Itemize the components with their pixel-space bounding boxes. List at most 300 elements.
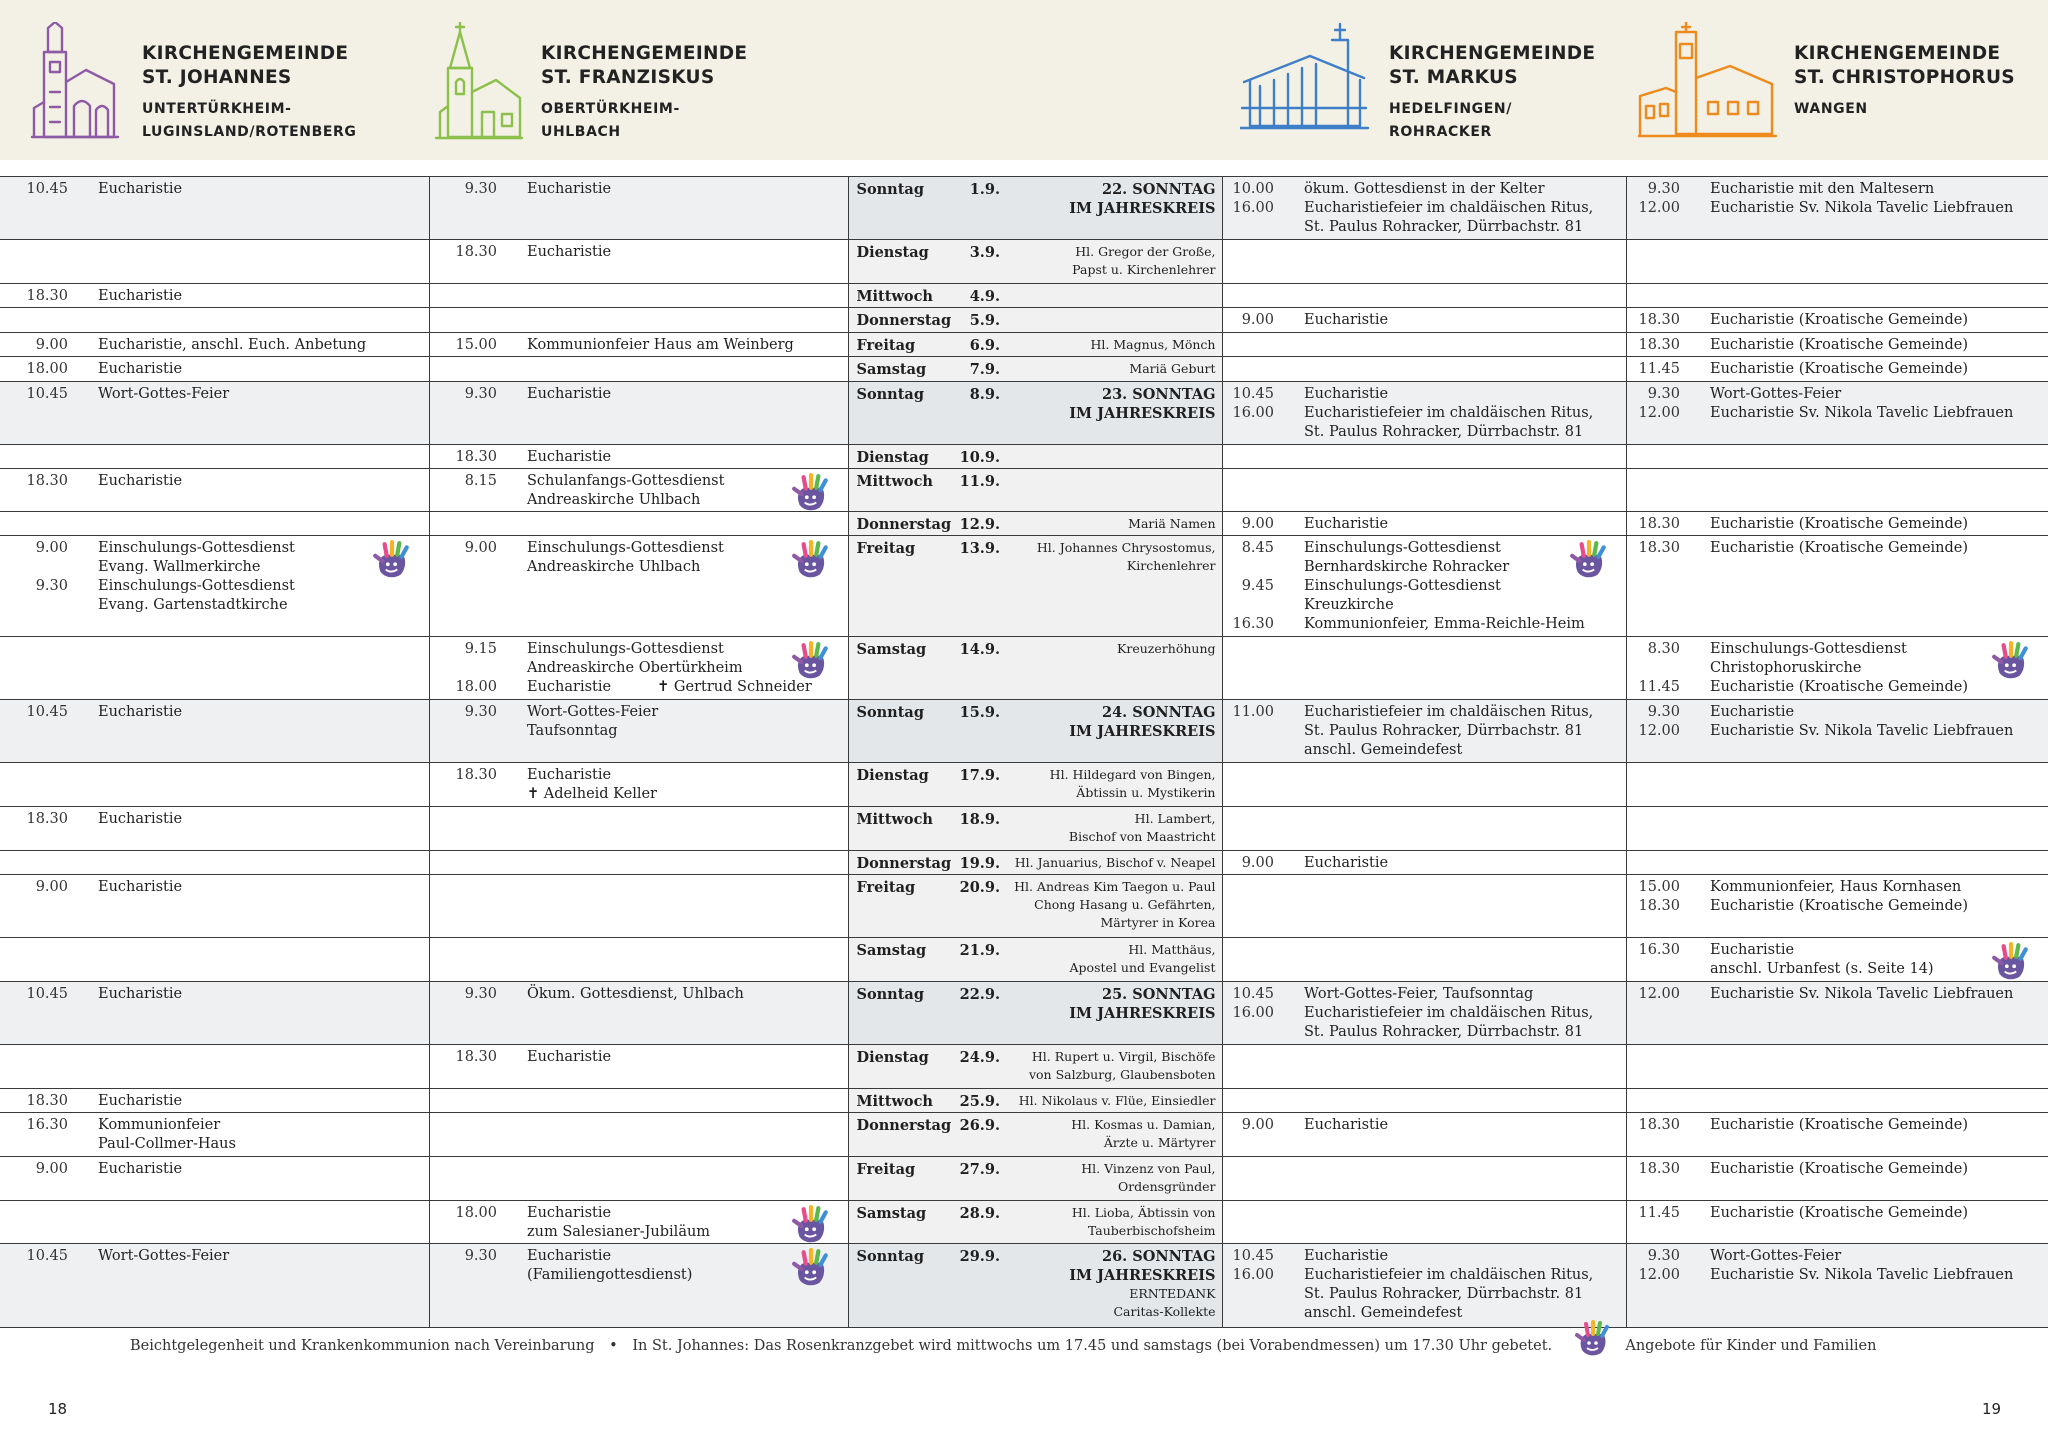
weekday-cell: Sonntag [848, 700, 958, 763]
johannes-event-cell [76, 763, 429, 807]
christophorus-event-cell [1688, 981, 2048, 1044]
johannes-time-cell [0, 850, 76, 874]
service-time: 9.00 [464, 540, 497, 557]
service-description: Eucharistie Sv. Nikola Tavelic Liebfrauen [1710, 1267, 2014, 1284]
service-description: Kreuzkirche [1304, 597, 1394, 614]
johannes-time-cell [0, 1156, 76, 1200]
service-description: Wort-Gottes-Feier [98, 385, 230, 402]
weekday-cell: Dienstag [848, 763, 958, 807]
footer-note [130, 1334, 1886, 1358]
franziskus-time-cell [429, 850, 505, 874]
service-description: Eucharistie Sv. Nikola Tavelic Liebfrauen [1710, 723, 2014, 740]
franziskus-event-cell [505, 875, 848, 938]
weekday-cell: Dienstag [848, 1045, 958, 1089]
markus-time-cell [1222, 469, 1282, 512]
service-time: 16.00 [1232, 1004, 1274, 1021]
franziskus-time-cell [429, 1088, 505, 1112]
feast-line: Chong Hasang u. Gefährten, [1034, 897, 1216, 913]
feast-day-cell [1008, 357, 1222, 381]
christophorus-time-cell [1626, 875, 1688, 938]
service-description: Eucharistie (Kroatische Gemeinde) [1710, 361, 1969, 378]
markus-event-cell [1282, 357, 1626, 381]
weekday-cell: Mittwoch [848, 806, 958, 850]
service-time [1223, 741, 1275, 760]
johannes-event-cell [76, 357, 429, 381]
service-time: 11.45 [1638, 1204, 1680, 1221]
christophorus-time-cell [1626, 636, 1688, 699]
christophorus-event-cell [1688, 1045, 2048, 1089]
christophorus-event-cell [1688, 536, 2048, 637]
service-time: 18.00 [26, 361, 68, 378]
feast-day-cell [1008, 981, 1222, 1044]
service-description: Eucharistie [1710, 942, 1795, 959]
service-description: Schulanfangs-Gottesdienst [527, 473, 725, 490]
feast-day-cell [1008, 636, 1222, 699]
weekday-cell: Sonntag [848, 1244, 958, 1328]
johannes-event-cell [76, 177, 429, 240]
feast-day-cell [1008, 806, 1222, 850]
date-cell: 19.9. [958, 850, 1008, 874]
franziskus-time-cell [429, 700, 505, 763]
service-description: Eucharistie [98, 810, 183, 827]
franziskus-event-cell [505, 1200, 848, 1244]
service-time: 9.30 [464, 985, 497, 1002]
header-band [0, 0, 2048, 160]
parish-district: UHLBACH [541, 124, 621, 140]
franziskus-time-cell [429, 469, 505, 512]
date-cell: 20.9. [958, 875, 1008, 938]
service-time: 18.30 [26, 473, 68, 490]
johannes-event-cell [76, 332, 429, 356]
christophorus-event-cell [1688, 1113, 2048, 1157]
service-time: 16.00 [1232, 1267, 1274, 1284]
feast-line: Ärzte u. Märtyrer [1103, 1135, 1216, 1151]
service-time [1223, 1304, 1275, 1323]
date-cell: 6.9. [958, 332, 1008, 356]
franziskus-time-cell [429, 381, 505, 444]
schedule-row [0, 536, 2048, 637]
date-cell: 17.9. [958, 763, 1008, 807]
markus-time-cell [1222, 850, 1282, 874]
feast-day-cell [1008, 536, 1222, 637]
johannes-event-cell [76, 1113, 429, 1157]
service-time: 10.45 [26, 985, 68, 1002]
johannes-event-cell [76, 850, 429, 874]
weekday-cell: Mittwoch [848, 283, 958, 307]
service-description: Eucharistiefeier im chaldäischen Ritus, [1304, 1267, 1594, 1284]
date-cell: 28.9. [958, 1200, 1008, 1244]
johannes-time-cell [0, 636, 76, 699]
service-time: 9.30 [1647, 385, 1680, 402]
johannes-event-cell [76, 511, 429, 535]
christophorus-event-cell [1688, 700, 2048, 763]
feast-day-cell [1008, 875, 1222, 938]
christophorus-time-cell [1626, 240, 1688, 284]
feast-line: Hl. Kosmas u. Damian, [1071, 1117, 1216, 1133]
johannes-time-cell [0, 177, 76, 240]
christophorus-time-cell [1626, 536, 1688, 637]
markus-event-cell [1282, 850, 1626, 874]
weekday-cell: Sonntag [848, 981, 958, 1044]
christophorus-event-cell [1688, 177, 2048, 240]
christophorus-time-cell [1626, 357, 1688, 381]
feast-day-cell [1008, 1244, 1222, 1328]
service-description: Eucharistie [527, 1248, 612, 1265]
christophorus-event-cell [1688, 469, 2048, 512]
franziskus-event-cell [505, 850, 848, 874]
franziskus-time-cell [429, 240, 505, 284]
service-time: 9.00 [35, 879, 68, 896]
service-time [1223, 596, 1275, 615]
parish-name: KIRCHENGEMEINDE [142, 43, 349, 64]
weekday-cell: Freitag [848, 536, 958, 637]
schedule-row [0, 875, 2048, 938]
service-time: 12.00 [1638, 723, 1680, 740]
church-tower-icon [30, 22, 120, 144]
schedule-row [0, 850, 2048, 874]
weekday-cell: Mittwoch [848, 469, 958, 512]
service-description: Eucharistie Sv. Nikola Tavelic Liebfrauen [1710, 404, 2014, 421]
feast-day-cell [1008, 763, 1222, 807]
service-description: Eucharistie [527, 448, 612, 465]
service-time [430, 659, 498, 678]
christophorus-time-cell [1626, 332, 1688, 356]
weekday-cell: Donnerstag [848, 1113, 958, 1157]
schedule-row [0, 981, 2048, 1044]
feast-line: Caritas-Kollekte [1113, 1304, 1216, 1320]
service-description: Eucharistie [98, 1160, 183, 1177]
service-time [1223, 423, 1275, 442]
weekday-cell: Samstag [848, 636, 958, 699]
schedule-row [0, 1088, 2048, 1112]
service-time: 12.00 [1638, 1267, 1680, 1284]
service-time: 18.30 [26, 1092, 68, 1109]
service-time: 9.30 [464, 385, 497, 402]
johannes-event-cell [76, 444, 429, 468]
christophorus-event-cell [1688, 850, 2048, 874]
service-time: 18.30 [26, 810, 68, 827]
christophorus-event-cell [1688, 332, 2048, 356]
service-time: 12.00 [1638, 404, 1680, 421]
service-description: Kommunionfeier, Haus Kornhasen [1710, 879, 1962, 896]
johannes-time-cell [0, 332, 76, 356]
christophorus-time-cell [1626, 981, 1688, 1044]
service-time: 11.00 [1232, 704, 1274, 721]
feast-line: Hl. Rupert u. Virgil, Bischöfe [1031, 1049, 1216, 1064]
feast-day-cell [1008, 1113, 1222, 1157]
service-description: Eucharistiefeier im chaldäischen Ritus, [1304, 200, 1594, 216]
page-number-left: 18 [48, 1400, 68, 1418]
colorful-hand-icon [792, 1248, 830, 1294]
service-description: Kommunionfeier [98, 1117, 221, 1134]
markus-event-cell [1282, 636, 1626, 699]
service-time: 16.00 [1232, 404, 1274, 421]
franziskus-time-cell [429, 763, 505, 807]
franziskus-event-cell [505, 763, 848, 807]
service-description: Eucharistie [527, 767, 612, 784]
schedule-row [0, 1113, 2048, 1157]
service-description: Eucharistie [98, 361, 183, 378]
markus-event-cell [1282, 511, 1626, 535]
service-description: Eucharistie [527, 385, 612, 402]
parish-2 [434, 22, 801, 142]
service-description: ✝ Adelheid Keller [527, 786, 657, 803]
markus-event-cell [1282, 1113, 1626, 1157]
service-time: 10.45 [26, 704, 68, 721]
christophorus-time-cell [1626, 1088, 1688, 1112]
service-description: Wort-Gottes-Feier, Taufsonntag [1304, 985, 1534, 1002]
date-cell: 1.9. [958, 177, 1008, 240]
markus-time-cell [1222, 357, 1282, 381]
christophorus-time-cell [1626, 1244, 1688, 1328]
franziskus-time-cell [429, 981, 505, 1044]
franziskus-event-cell [505, 1113, 848, 1157]
service-time [1223, 558, 1275, 577]
service-description: Kommunionfeier, Emma-Reichle-Heim [1304, 616, 1585, 633]
franziskus-event-cell [505, 806, 848, 850]
service-time [430, 1223, 498, 1242]
johannes-time-cell [0, 511, 76, 535]
service-time: 9.30 [1647, 1248, 1680, 1265]
service-description: Eucharistie [527, 244, 612, 261]
service-time: 11.45 [1638, 678, 1680, 695]
parish-name: KIRCHENGEMEINDE [1389, 43, 1596, 64]
franziskus-event-cell [505, 444, 848, 468]
christophorus-event-cell [1688, 875, 2048, 938]
service-time: 8.30 [1647, 640, 1680, 657]
date-cell: 22.9. [958, 981, 1008, 1044]
weekday-cell: Samstag [848, 938, 958, 982]
parish-name: KIRCHENGEMEINDE [1794, 43, 2001, 64]
date-cell: 29.9. [958, 1244, 1008, 1328]
franziskus-event-cell [505, 240, 848, 284]
service-description: zum Salesianer-Jubiläum [527, 1223, 711, 1240]
date-cell: 13.9. [958, 536, 1008, 637]
christophorus-event-cell [1688, 357, 2048, 381]
service-description: Eucharistiefeier im chaldäischen Ritus, [1304, 404, 1594, 421]
christophorus-time-cell [1626, 850, 1688, 874]
markus-event-cell [1282, 444, 1626, 468]
schedule-row [0, 283, 2048, 307]
feast-line: Hl. Johannes Chrysostomus, [1036, 540, 1216, 556]
markus-event-cell [1282, 763, 1626, 807]
service-time: 10.45 [1232, 1248, 1274, 1265]
johannes-time-cell [0, 1244, 76, 1328]
service-schedule-table [0, 176, 2048, 1328]
service-description: Eucharistie [98, 985, 183, 1002]
franziskus-time-cell [429, 938, 505, 982]
johannes-time-cell [0, 875, 76, 938]
colorful-hand-icon [1992, 942, 2030, 981]
markus-event-cell [1282, 1200, 1626, 1244]
christophorus-time-cell [1626, 511, 1688, 535]
service-time: 16.30 [1232, 616, 1274, 633]
service-description: anschl. Urbanfest (s. Seite 14) [1710, 961, 1934, 978]
service-time: 10.45 [26, 181, 68, 197]
service-description: St. Paulus Rohracker, Dürrbachstr. 81 [1304, 1023, 1584, 1040]
markus-time-cell [1222, 240, 1282, 284]
parish-saint: ST. JOHANNES [142, 67, 292, 88]
service-time: 18.30 [1638, 312, 1680, 329]
christophorus-time-cell [1626, 381, 1688, 444]
schedule-row [0, 357, 2048, 381]
markus-event-cell [1282, 469, 1626, 512]
feast-line: von Salzburg, Glaubensboten [1028, 1067, 1216, 1082]
franziskus-event-cell [505, 177, 848, 240]
weekday-cell: Samstag [848, 357, 958, 381]
colorful-hand-icon [792, 473, 830, 511]
franziskus-time-cell [429, 283, 505, 307]
franziskus-time-cell [429, 332, 505, 356]
service-description: Eucharistie [98, 879, 183, 896]
christophorus-time-cell [1626, 806, 1688, 850]
service-time: 16.00 [1232, 200, 1274, 216]
feast-day-cell [1008, 1156, 1222, 1200]
colorful-hand-icon [792, 641, 830, 687]
markus-time-cell [1222, 981, 1282, 1044]
parish-district: OBERTÜRKHEIM- [541, 101, 680, 117]
service-description: Ökum. Gottesdienst, Uhlbach [527, 985, 744, 1002]
christophorus-time-cell [1626, 700, 1688, 763]
franziskus-time-cell [429, 536, 505, 637]
service-time: 10.45 [1232, 385, 1274, 402]
feast-day-cell [1008, 1045, 1222, 1089]
service-description: Einschulungs-Gottesdienst [98, 578, 295, 595]
service-time: 12.00 [1638, 200, 1680, 216]
feast-line: Bischof von Maastricht [1068, 828, 1216, 844]
service-description: Eucharistie (Kroatische Gemeinde) [1710, 540, 1969, 557]
footer-confession-note: Beichtgelegenheit und Krankenkommunion nach Vereinbarung [130, 1338, 595, 1354]
service-description: Evang. Wallmerkirche [98, 559, 261, 576]
service-description: Eucharistie, anschl. Euch. Anbetung [98, 336, 367, 353]
johannes-time-cell [0, 1113, 76, 1157]
feast-line: Mariä Namen [1128, 515, 1216, 531]
feast-line: Kirchenlehrer [1126, 558, 1216, 574]
service-time: 18.30 [1638, 1160, 1680, 1177]
weekday-cell: Freitag [848, 1156, 958, 1200]
service-time: 18.30 [455, 767, 497, 784]
johannes-time-cell [0, 806, 76, 850]
christophorus-event-cell [1688, 806, 2048, 850]
weekday-cell: Dienstag [848, 444, 958, 468]
markus-event-cell [1282, 536, 1626, 637]
feast-line: Mariä Geburt [1129, 361, 1216, 377]
markus-event-cell [1282, 381, 1626, 444]
christophorus-time-cell [1626, 308, 1688, 332]
christophorus-event-cell [1688, 1156, 2048, 1200]
christophorus-event-cell [1688, 1200, 2048, 1244]
johannes-time-cell [0, 444, 76, 468]
christophorus-time-cell [1626, 283, 1688, 307]
service-time: 9.00 [35, 336, 68, 353]
service-time [430, 722, 498, 741]
weekday-cell: Dienstag [848, 240, 958, 284]
service-time [0, 596, 68, 615]
feast-day-cell [1008, 177, 1222, 240]
service-time: 18.30 [1638, 1117, 1680, 1134]
service-time: 9.00 [35, 1160, 68, 1177]
feast-day-cell [1008, 938, 1222, 982]
markus-time-cell [1222, 283, 1282, 307]
weekday-cell: Sonntag [848, 381, 958, 444]
johannes-event-cell [76, 636, 429, 699]
service-description: Eucharistie (Kroatische Gemeinde) [1710, 898, 1969, 915]
christophorus-event-cell [1688, 283, 2048, 307]
christophorus-time-cell [1626, 938, 1688, 982]
service-time [1627, 659, 1681, 678]
franziskus-event-cell [505, 1156, 848, 1200]
date-cell: 12.9. [958, 511, 1008, 535]
service-description: Eucharistie Sv. Nikola Tavelic Liebfrauen [1710, 985, 2014, 1002]
schedule-row [0, 177, 2048, 240]
weekday-cell: Donnerstag [848, 308, 958, 332]
schedule-row [0, 938, 2048, 982]
markus-event-cell [1282, 806, 1626, 850]
johannes-time-cell [0, 1088, 76, 1112]
feast-line: Hl. Lioba, Äbtissin von [1071, 1204, 1216, 1220]
feast-line: Märtyrer in Korea [1100, 915, 1216, 931]
service-description: Eucharistie [98, 1092, 183, 1109]
feast-day-cell [1008, 511, 1222, 535]
colorful-hand-icon [373, 540, 411, 586]
service-description: Eucharistie ✝ Gertrud Schneider [527, 678, 812, 695]
markus-event-cell [1282, 1244, 1626, 1328]
service-time: 9.15 [464, 640, 497, 657]
service-description: Eucharistiefeier im chaldäischen Ritus, [1304, 704, 1594, 721]
service-time [1223, 1285, 1275, 1304]
christophorus-time-cell [1626, 1113, 1688, 1157]
service-time [1627, 960, 1681, 979]
service-time: 9.30 [35, 578, 68, 595]
service-description: Eucharistie Sv. Nikola Tavelic Liebfrauen [1710, 200, 2014, 216]
markus-event-cell [1282, 875, 1626, 938]
franziskus-event-cell [505, 981, 848, 1044]
markus-event-cell [1282, 1045, 1626, 1089]
service-time: 8.45 [1241, 540, 1274, 557]
service-description: ökum. Gottesdienst in der Kelter [1304, 181, 1545, 197]
date-cell: 11.9. [958, 469, 1008, 512]
johannes-event-cell [76, 806, 429, 850]
markus-time-cell [1222, 1113, 1282, 1157]
service-time: 9.00 [1241, 1117, 1274, 1134]
service-description: St. Paulus Rohracker, Dürrbachstr. 81 [1304, 423, 1584, 440]
franziskus-event-cell [505, 536, 848, 637]
franziskus-time-cell [429, 1244, 505, 1328]
feast-line: IM JAHRESKREIS [1069, 404, 1216, 422]
parish-district: UNTERTÜRKHEIM- [142, 101, 292, 117]
schedule-row [0, 763, 2048, 807]
church-bell-tower-icon [1638, 22, 1778, 144]
franziskus-event-cell [505, 332, 848, 356]
markus-time-cell [1222, 511, 1282, 535]
page-number-right: 19 [1982, 1400, 2002, 1418]
feast-line: 26. SONNTAG [1101, 1248, 1216, 1266]
markus-time-cell [1222, 1156, 1282, 1200]
service-time: 15.00 [455, 336, 497, 353]
weekday-cell: Mittwoch [848, 1088, 958, 1112]
christophorus-time-cell [1626, 444, 1688, 468]
franziskus-event-cell [505, 1244, 848, 1328]
markus-time-cell [1222, 444, 1282, 468]
schedule-row [0, 469, 2048, 512]
markus-time-cell [1222, 636, 1282, 699]
service-time: 18.30 [1638, 515, 1680, 532]
christophorus-time-cell [1626, 1200, 1688, 1244]
service-description: Eucharistie (Kroatische Gemeinde) [1710, 1204, 1969, 1221]
service-time: 12.00 [1638, 985, 1680, 1002]
parish-saint: ST. MARKUS [1389, 67, 1518, 88]
date-cell: 5.9. [958, 308, 1008, 332]
